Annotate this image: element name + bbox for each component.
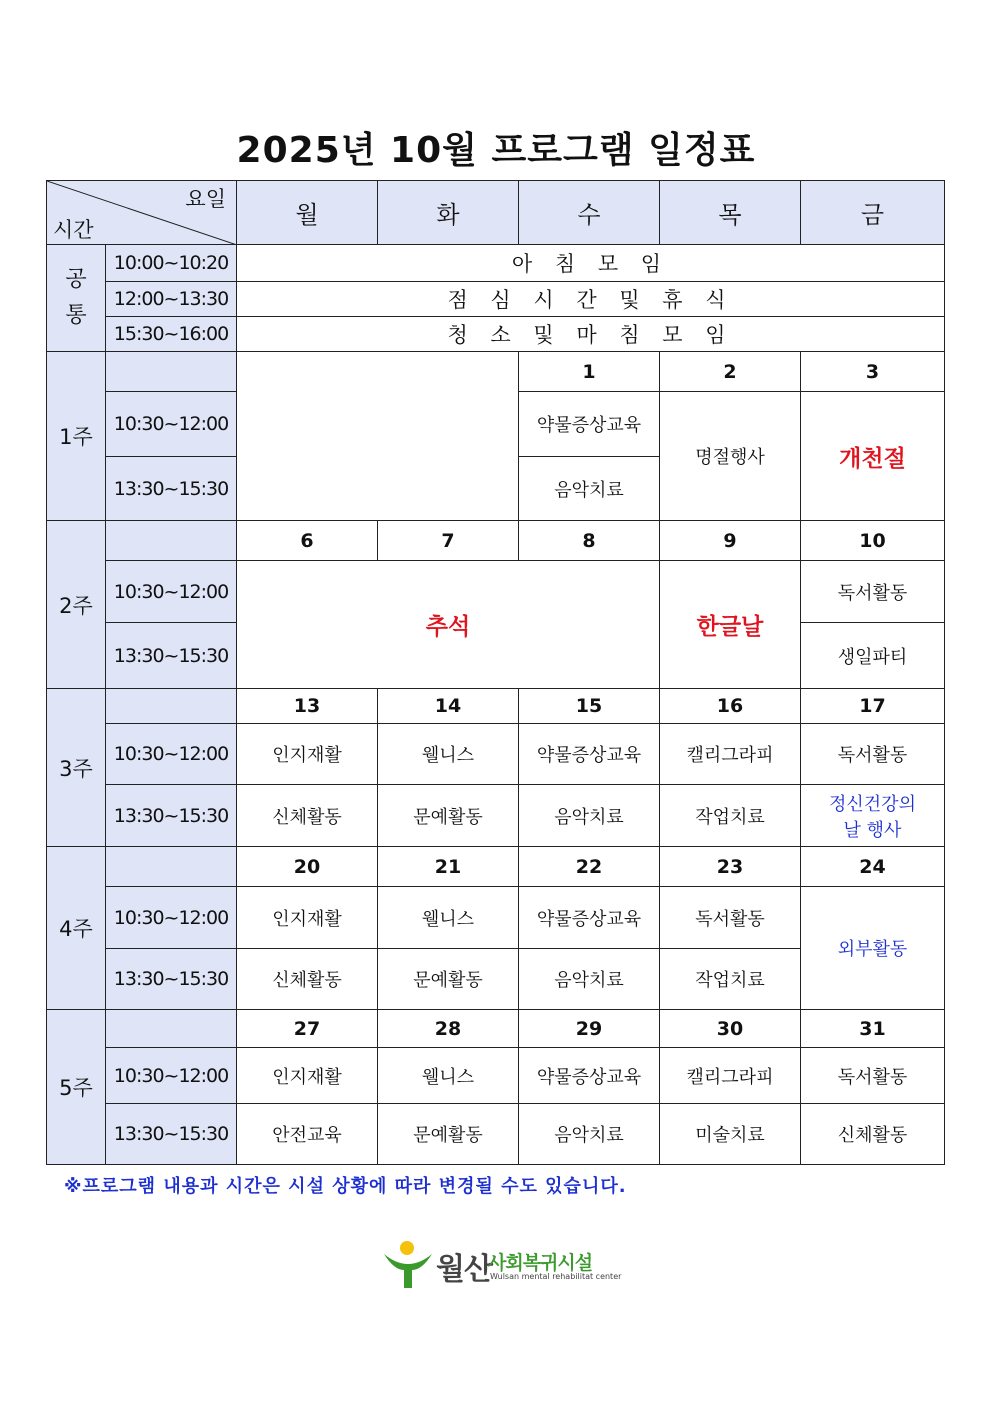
time-cell: 15:30~16:00 — [106, 317, 237, 352]
date-cell: 9 — [660, 521, 801, 561]
activity-cell: 미술치료 — [660, 1104, 801, 1165]
week-2-date-row — [47, 521, 945, 561]
schedule-table — [46, 180, 945, 1165]
common-row — [47, 317, 945, 352]
day-fri: 금 — [801, 181, 945, 245]
activity-cell: 문예활동 — [378, 1104, 519, 1165]
footnote: ※프로그램 내용과 시간은 시설 상황에 따라 변경될 수도 있습니다. — [64, 1176, 627, 1197]
activity-cell: 인지재활 — [237, 887, 378, 949]
time-cell: 13:30~15:30 — [106, 457, 237, 521]
activity-cell: 음악치료 — [519, 457, 660, 521]
date-row-spacer — [106, 689, 237, 724]
header-row — [47, 181, 945, 245]
week-label: 1주 — [47, 352, 106, 521]
week-3-am-row — [47, 724, 945, 785]
time-axis-label: 시간 — [53, 218, 94, 242]
day-mon: 월 — [237, 181, 378, 245]
time-cell: 10:30~12:00 — [106, 561, 237, 623]
common-activity: 아 침 모 임 — [237, 245, 945, 282]
day-thu: 목 — [660, 181, 801, 245]
week-4-date-row — [47, 847, 945, 887]
date-cell: 7 — [378, 521, 519, 561]
date-cell: 24 — [801, 847, 945, 887]
week-3-date-row — [47, 689, 945, 724]
activity-cell: 문예활동 — [378, 785, 519, 847]
week-4-am-row — [47, 887, 945, 949]
activity-cell: 캘리그라피 — [660, 1048, 801, 1104]
activity-cell: 독서활동 — [801, 1048, 945, 1104]
date-cell: 13 — [237, 689, 378, 724]
date-cell: 6 — [237, 521, 378, 561]
common-label: 공 통 — [47, 245, 106, 352]
activity-cell: 독서활동 — [801, 724, 945, 785]
holiday-cell: 개천절 — [801, 392, 945, 521]
activity-cell: 약물증상교육 — [519, 887, 660, 949]
activity-cell: 신체활동 — [801, 1104, 945, 1165]
empty-cell — [237, 352, 519, 521]
activity-cell: 약물증상교육 — [519, 1048, 660, 1104]
activity-cell: 인지재활 — [237, 1048, 378, 1104]
date-row-spacer — [106, 1010, 237, 1048]
week-5-date-row — [47, 1010, 945, 1048]
week-5-pm-row — [47, 1104, 945, 1165]
time-cell: 10:30~12:00 — [106, 1048, 237, 1104]
date-cell: 22 — [519, 847, 660, 887]
logo-english: Wulsan mental rehabilitat center — [490, 1272, 622, 1281]
week-label: 2주 — [47, 521, 106, 689]
common-activity: 점 심 시 간 및 휴 식 — [237, 282, 945, 317]
date-row-spacer — [106, 847, 237, 887]
page-title: 2025년 10월 프로그램 일정표 — [236, 130, 756, 171]
activity-cell: 웰니스 — [378, 724, 519, 785]
activity-cell: 약물증상교육 — [519, 724, 660, 785]
date-cell: 28 — [378, 1010, 519, 1048]
week-label: 4주 — [47, 847, 106, 1010]
time-cell: 10:30~12:00 — [106, 392, 237, 457]
week-2-am-row — [47, 561, 945, 623]
holiday-cell: 추석 — [237, 561, 660, 689]
date-cell: 20 — [237, 847, 378, 887]
time-cell: 13:30~15:30 — [106, 1104, 237, 1165]
date-cell: 3 — [801, 352, 945, 392]
date-cell: 14 — [378, 689, 519, 724]
time-cell: 13:30~15:30 — [106, 623, 237, 689]
date-cell: 29 — [519, 1010, 660, 1048]
activity-cell: 약물증상교육 — [519, 392, 660, 457]
week-3-pm-row — [47, 785, 945, 847]
time-cell: 13:30~15:30 — [106, 949, 237, 1010]
activity-cell: 안전교육 — [237, 1104, 378, 1165]
date-cell: 2 — [660, 352, 801, 392]
date-cell: 21 — [378, 847, 519, 887]
logo-subtitle: 사회복귀시설 — [488, 1252, 593, 1274]
activity-cell: 음악치료 — [519, 1104, 660, 1165]
date-cell: 15 — [519, 689, 660, 724]
date-row-spacer — [106, 352, 237, 392]
date-cell: 27 — [237, 1010, 378, 1048]
date-cell: 8 — [519, 521, 660, 561]
common-row — [47, 282, 945, 317]
activity-cell: 독서활동 — [660, 887, 801, 949]
week-5-am-row — [47, 1048, 945, 1104]
time-cell: 13:30~15:30 — [106, 785, 237, 847]
logo-name: 월산 — [436, 1252, 492, 1287]
common-row — [47, 245, 945, 282]
date-cell: 16 — [660, 689, 801, 724]
date-row-spacer — [106, 521, 237, 561]
week-label: 3주 — [47, 689, 106, 847]
holiday-cell: 한글날 — [660, 561, 801, 689]
activity-cell: 신체활동 — [237, 949, 378, 1010]
activity-cell: 명절행사 — [660, 392, 801, 521]
activity-cell: 작업치료 — [660, 949, 801, 1010]
common-activity: 청 소 및 마 침 모 임 — [237, 317, 945, 352]
date-cell: 30 — [660, 1010, 801, 1048]
day-tue: 화 — [378, 181, 519, 245]
date-cell: 31 — [801, 1010, 945, 1048]
date-cell: 10 — [801, 521, 945, 561]
activity-cell: 웰니스 — [378, 887, 519, 949]
day-wed: 수 — [519, 181, 660, 245]
activity-cell: 캘리그라피 — [660, 724, 801, 785]
event-cell: 정신건강의 날 행사 — [801, 785, 945, 847]
corner-cell — [47, 181, 237, 245]
time-cell: 10:30~12:00 — [106, 724, 237, 785]
time-cell: 10:00~10:20 — [106, 245, 237, 282]
time-cell: 10:30~12:00 — [106, 887, 237, 949]
activity-cell: 작업치료 — [660, 785, 801, 847]
time-cell: 12:00~13:30 — [106, 282, 237, 317]
week-label: 5주 — [47, 1010, 106, 1165]
date-cell: 17 — [801, 689, 945, 724]
logo-mark-icon — [380, 1240, 434, 1290]
facility-logo — [380, 1240, 620, 1290]
activity-cell: 생일파티 — [801, 623, 945, 689]
day-axis-label: 요일 — [185, 187, 226, 211]
date-cell: 23 — [660, 847, 801, 887]
event-cell: 외부활동 — [801, 887, 945, 1010]
date-cell: 1 — [519, 352, 660, 392]
activity-cell: 음악치료 — [519, 949, 660, 1010]
activity-cell: 웰니스 — [378, 1048, 519, 1104]
activity-cell: 인지재활 — [237, 724, 378, 785]
activity-cell: 독서활동 — [801, 561, 945, 623]
activity-cell: 문예활동 — [378, 949, 519, 1010]
activity-cell: 음악치료 — [519, 785, 660, 847]
week-1-date-row — [47, 352, 945, 392]
activity-cell: 신체활동 — [237, 785, 378, 847]
